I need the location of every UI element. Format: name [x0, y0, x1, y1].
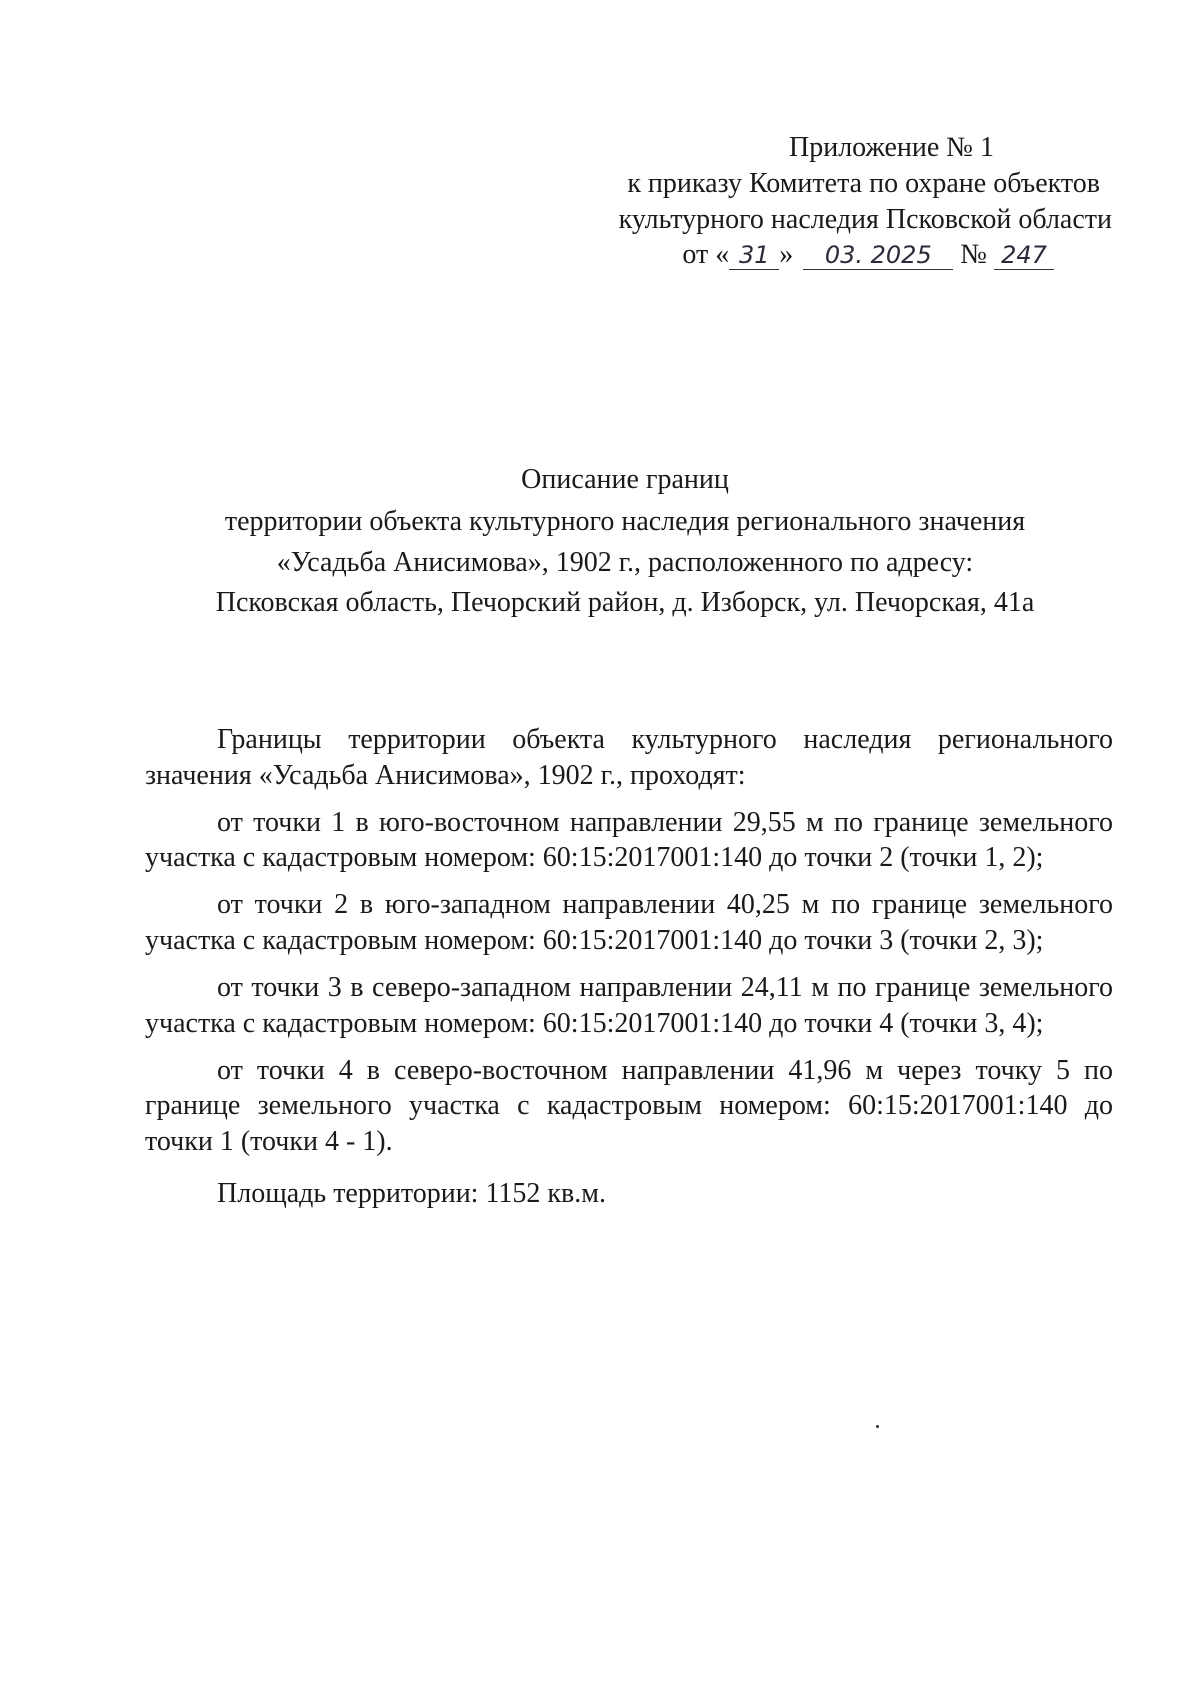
order-date-line: [552, 237, 1112, 273]
boundary-segment-2: от точки 2 в юго-западном направлении 40,25 м по границе земельного участка с кадастровым номером: 60:15:2017001:140 до точки 3 (точки 2, 3);: [145, 889, 1113, 957]
intro-paragraph: Границы территории объекта культурного наследия регионального значения «Усадьба Анисимова», 1902 г., проходят:: [145, 724, 1113, 791]
handwritten-number: 247: [994, 242, 1054, 269]
committee-name: культурного наследия Псковской области: [618, 203, 1112, 235]
title-line-1: территории объекта культурного наследия регионального значения: [224, 505, 1026, 537]
boundary-segment-1: от точки 1 в юго-восточном направлении 29,55 м по границе земельного участка с кадастровым номером: 60:15:2017001:140 до точки 2 (точки 1, 2);: [145, 806, 1113, 874]
title-line-3: Псковская область, Печорский район, д. Изборск, ул. Печорская, 41а: [215, 587, 1035, 619]
appendix-number: Приложение № 1: [789, 132, 994, 163]
date-prefix: от «: [682, 239, 730, 271]
handwritten-day: 31: [729, 242, 779, 269]
boundary-segment-4: от точки 4 в северо-восточном направлении 41,96 м через точку 5 по границе земельного участка с кадастровым номером: 60:15:2017001:140 до точки 1 (точки 4 - 1).: [145, 1054, 1113, 1158]
title-heading: Описание границ: [521, 464, 729, 495]
date-separator: »: [779, 239, 794, 271]
document-title: [150, 462, 1100, 626]
order-reference: к приказу Комитета по охране объектов: [627, 167, 1100, 199]
title-line-2: «Усадьба Анисимова», 1902 г., расположенного по адресу:: [276, 546, 974, 578]
scan-speck: [876, 1425, 879, 1428]
number-label: №: [960, 239, 987, 271]
boundary-segment-3: от точки 3 в северо-западном направлении 24,11 м по границе земельного участка с кадастровым номером: 60:15:2017001:140 до точки 4 (точки 3, 4);: [145, 971, 1113, 1039]
document-body: [145, 722, 1113, 1223]
handwritten-date: 03. 2025: [803, 242, 953, 269]
area-paragraph: Площадь территории: 1152 кв.м.: [217, 1178, 606, 1210]
approval-block: [552, 130, 1112, 273]
